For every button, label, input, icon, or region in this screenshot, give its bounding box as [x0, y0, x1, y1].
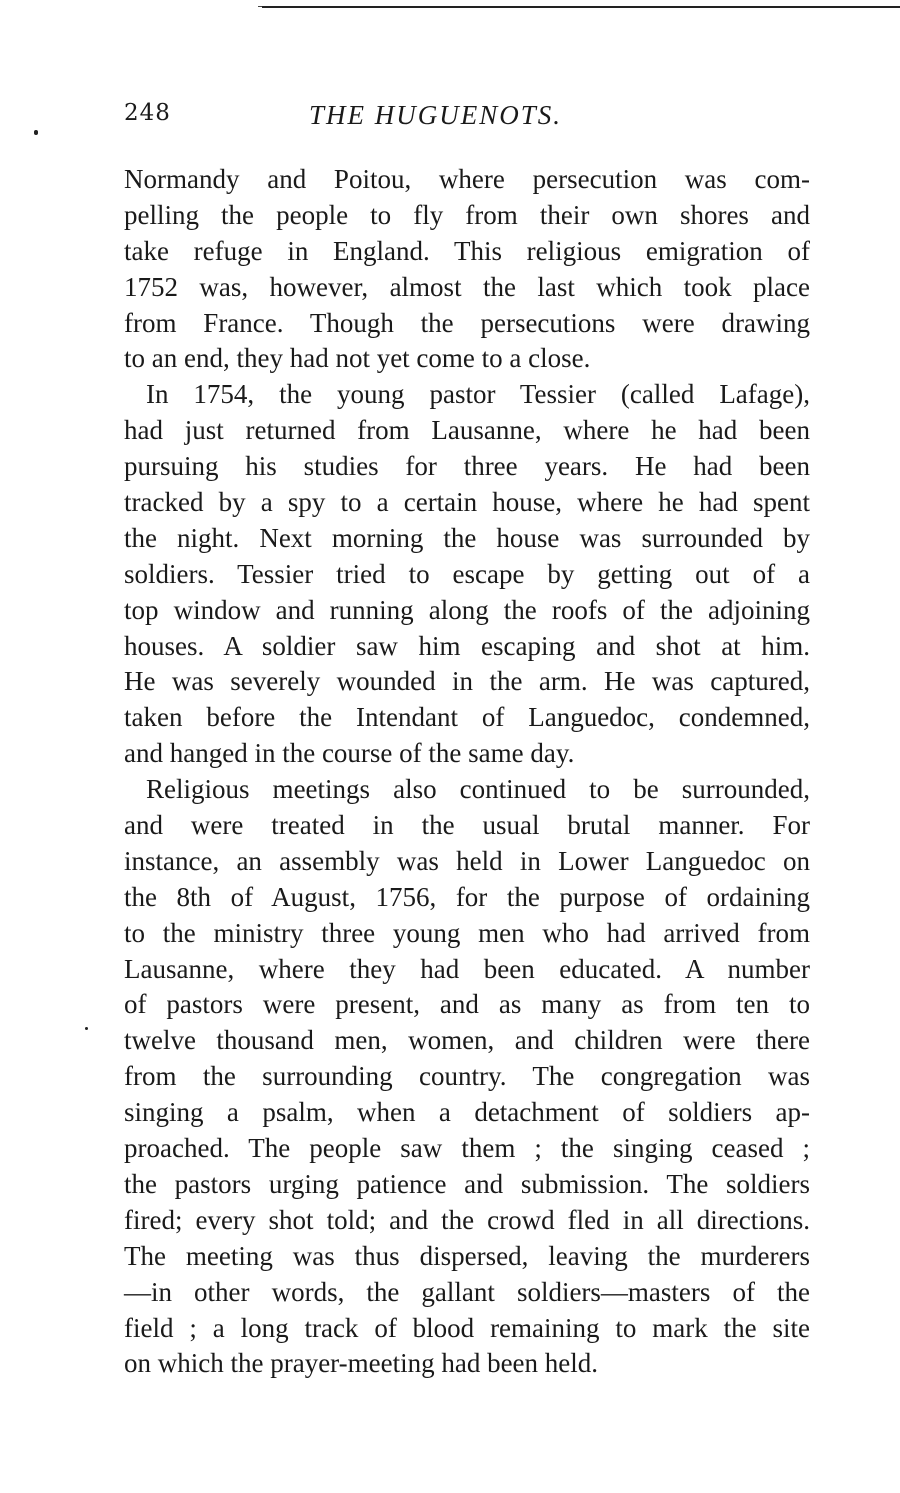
- text-line: —in other words, the gallant soldiers—masters of the: [124, 1276, 810, 1307]
- running-head: [124, 100, 810, 136]
- running-title: THE HUGUENOTS.: [309, 100, 563, 130]
- text-line: 1752 was, however, almost the last which took place: [124, 271, 810, 302]
- margin-speck: [34, 130, 38, 135]
- text-line: singing a psalm, when a detachment of soldiers ap-: [124, 1097, 810, 1128]
- text-line: fired; every shot told; and the crowd fled in all directions.: [124, 1204, 810, 1235]
- text-line: He was severely wounded in the arm. He was captured,: [124, 666, 810, 697]
- text-line: the night. Next morning the house was surrounded by: [124, 522, 810, 553]
- page-number: 248: [124, 100, 171, 126]
- text-line: pursuing his studies for three years. He had been: [124, 451, 810, 482]
- text-line: on which the prayer-meeting had been held.: [124, 1348, 599, 1379]
- text-line: pelling the people to fly from their own shores and: [124, 199, 810, 230]
- text-line: houses. A soldier saw him escaping and shot at him.: [124, 630, 810, 661]
- text-line: taken before the Intendant of Languedoc, condemned,: [124, 702, 810, 733]
- text-line: to the ministry three young men who had arrived from: [124, 917, 810, 948]
- text-line: of pastors were present, and as many as from ten to: [124, 989, 810, 1020]
- text-line: the 8th of August, 1756, for the purpose of ordaining: [124, 881, 810, 912]
- text-line: to an end, they had not yet come to a close.: [124, 343, 591, 374]
- text-line: tracked by a spy to a certain house, where he had spent: [124, 487, 810, 518]
- text-line: field ; a long track of blood remaining to mark the site: [124, 1312, 810, 1343]
- text-line: had just returned from Lausanne, where he had been: [124, 415, 810, 446]
- text-line: proached. The people saw them ; the singing ceased ;: [124, 1133, 810, 1164]
- text-line: The meeting was thus dispersed, leaving the murderers: [124, 1240, 810, 1271]
- text-line: the pastors urging patience and submission. The soldiers: [124, 1168, 810, 1199]
- text-line: twelve thousand men, women, and children were there: [124, 1025, 810, 1056]
- text-line: take refuge in England. This religious emigration of: [124, 235, 810, 266]
- text-line: instance, an assembly was held in Lower Languedoc on: [124, 845, 810, 876]
- text-line: Religious meetings also continued to be surrounded,: [146, 774, 810, 805]
- text-line: In 1754, the young pastor Tessier (called Lafage),: [146, 379, 810, 410]
- body-text: [124, 162, 810, 1382]
- text-line: soldiers. Tessier tried to escape by getting out of a: [124, 558, 810, 589]
- margin-speck: [85, 1027, 88, 1030]
- text-line: Lausanne, where they had been educated. A number: [124, 953, 810, 984]
- text-line: from the surrounding country. The congregation was: [124, 1061, 810, 1092]
- text-line: and hanged in the course of the same day.: [124, 738, 575, 769]
- text-line: and were treated in the usual brutal manner. For: [124, 810, 810, 841]
- text-line: from France. Though the persecutions were drawing: [124, 307, 810, 338]
- text-line: Normandy and Poitou, where persecution was com-: [124, 164, 810, 194]
- top-rule: [262, 6, 900, 8]
- text-line: top window and running along the roofs of the adjoining: [124, 594, 810, 625]
